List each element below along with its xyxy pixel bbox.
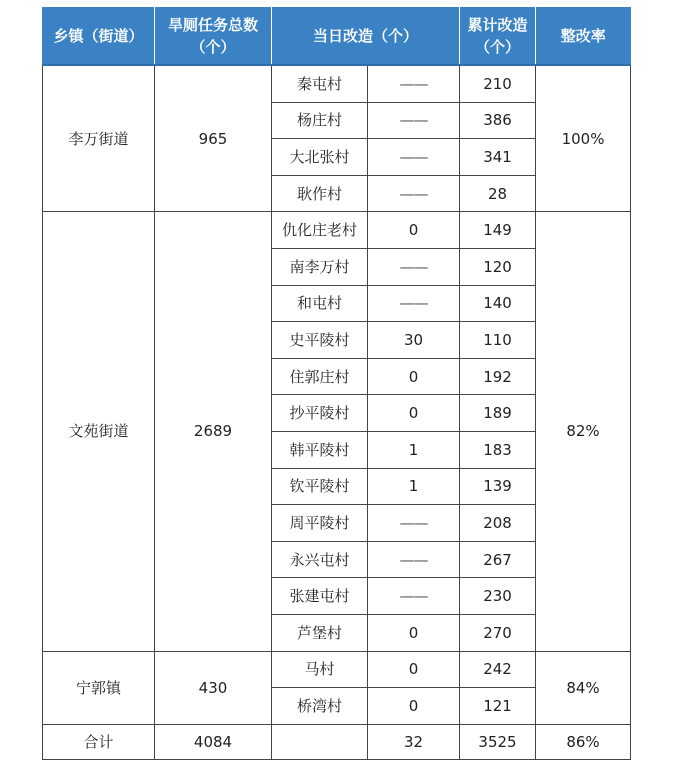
village-name-cell: 住郭庄村 — [272, 358, 368, 395]
task-total-cell: 2689 — [155, 212, 272, 651]
header-rate: 整改率 — [536, 7, 631, 65]
village-name-cell: 史平陵村 — [272, 322, 368, 359]
today-cell: 0 — [368, 688, 460, 725]
cumulative-cell: 110 — [460, 322, 536, 359]
village-name-cell: 芦堡村 — [272, 614, 368, 651]
header-row — [43, 7, 631, 65]
cumulative-cell: 267 — [460, 541, 536, 578]
today-cell: —— — [368, 248, 460, 285]
today-cell: —— — [368, 505, 460, 542]
rate-cell: 84% — [536, 651, 631, 724]
town-cell: 宁郭镇 — [43, 651, 155, 724]
table-row — [43, 651, 631, 688]
header-task-total-line2: （个） — [190, 37, 236, 56]
cumulative-cell: 386 — [460, 102, 536, 139]
total-label: 合计 — [43, 724, 155, 759]
today-cell: 1 — [368, 431, 460, 468]
table-row — [43, 65, 631, 102]
header-cumulative-line1: 累计改造 — [467, 15, 528, 34]
today-cell: 0 — [368, 395, 460, 432]
village-name-cell: 秦屯村 — [272, 65, 368, 102]
total-village-empty — [272, 724, 368, 759]
header-today: 当日改造（个） — [272, 7, 460, 65]
village-name-cell: 钦平陵村 — [272, 468, 368, 505]
village-name-cell: 大北张村 — [272, 139, 368, 176]
header-cumulative — [460, 7, 536, 65]
cumulative-cell: 140 — [460, 285, 536, 322]
village-name-cell: 马村 — [272, 651, 368, 688]
village-name-cell: 张建屯村 — [272, 578, 368, 615]
village-name-cell: 耿作村 — [272, 175, 368, 212]
renovation-progress-table — [42, 7, 631, 760]
today-cell: —— — [368, 541, 460, 578]
cumulative-cell: 192 — [460, 358, 536, 395]
header-town: 乡镇（街道） — [43, 7, 155, 65]
header-task-total — [155, 7, 272, 65]
table-row — [43, 212, 631, 249]
today-cell: 0 — [368, 358, 460, 395]
cumulative-cell: 121 — [460, 688, 536, 725]
village-name-cell: 和屯村 — [272, 285, 368, 322]
table-body — [43, 65, 631, 759]
header-cumulative-line2: （个） — [475, 37, 521, 56]
today-cell: 0 — [368, 614, 460, 651]
cumulative-cell: 139 — [460, 468, 536, 505]
cumulative-cell: 120 — [460, 248, 536, 285]
cumulative-cell: 341 — [460, 139, 536, 176]
village-name-cell: 桥湾村 — [272, 688, 368, 725]
total-task-total: 4084 — [155, 724, 272, 759]
today-cell: —— — [368, 65, 460, 102]
town-cell: 文苑街道 — [43, 212, 155, 651]
town-cell: 李万街道 — [43, 65, 155, 212]
total-cumulative: 3525 — [460, 724, 536, 759]
today-cell: 0 — [368, 212, 460, 249]
rate-cell: 100% — [536, 65, 631, 212]
header-task-total-line1: 旱厕任务总数 — [167, 15, 258, 34]
rate-cell: 82% — [536, 212, 631, 651]
village-name-cell: 永兴屯村 — [272, 541, 368, 578]
today-cell: —— — [368, 285, 460, 322]
cumulative-cell: 183 — [460, 431, 536, 468]
village-name-cell: 南李万村 — [272, 248, 368, 285]
today-cell: 30 — [368, 322, 460, 359]
table-header — [43, 7, 631, 65]
today-cell: 1 — [368, 468, 460, 505]
task-total-cell: 965 — [155, 65, 272, 212]
village-name-cell: 杨庄村 — [272, 102, 368, 139]
cumulative-cell: 270 — [460, 614, 536, 651]
total-row — [43, 724, 631, 759]
cumulative-cell: 208 — [460, 505, 536, 542]
cumulative-cell: 189 — [460, 395, 536, 432]
today-cell: —— — [368, 578, 460, 615]
today-cell: 0 — [368, 651, 460, 688]
today-cell: —— — [368, 102, 460, 139]
cumulative-cell: 28 — [460, 175, 536, 212]
today-cell: —— — [368, 175, 460, 212]
village-name-cell: 仇化庄老村 — [272, 212, 368, 249]
cumulative-cell: 149 — [460, 212, 536, 249]
today-cell: —— — [368, 139, 460, 176]
total-rate: 86% — [536, 724, 631, 759]
cumulative-cell: 230 — [460, 578, 536, 615]
village-name-cell: 抄平陵村 — [272, 395, 368, 432]
total-today: 32 — [368, 724, 460, 759]
village-name-cell: 周平陵村 — [272, 505, 368, 542]
cumulative-cell: 210 — [460, 65, 536, 102]
village-name-cell: 韩平陵村 — [272, 431, 368, 468]
task-total-cell: 430 — [155, 651, 272, 724]
cumulative-cell: 242 — [460, 651, 536, 688]
